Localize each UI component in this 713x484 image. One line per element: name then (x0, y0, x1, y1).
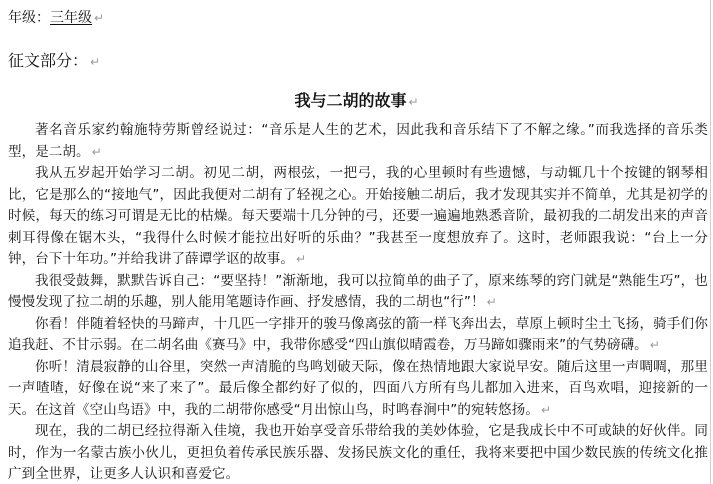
section-label: 征文部分： (8, 51, 89, 70)
grade-label: 年级： (8, 10, 50, 26)
paragraph-text: 我从五岁起开始学习二胡。初见二胡，两根弦，一把弓，我的心里顿时有些遗憾，与动辄几十个按键的钢琴相比，它是那么的“接地气”，因此我便对二胡有了轻视之心。开始接触二胡后，我才发现其实并不简单，尤其是初学的时候，每天的练习可谓是无比的枯燥。每天要端十几分钟的弓，还要一遍遍地熟悉音阶，最初我的二胡发出来的声音刺耳得像在锯木头，“我得什么时候才能拉出好听的乐曲？”我甚至一度想放弃了。这时，老师跟我说：“台上一分钟，台下十年功。”并给我讲了薛谭学讴的故事。 (8, 165, 708, 267)
essay-paragraph (8, 421, 708, 484)
grade-value: 三年级 (50, 10, 92, 26)
section-line (8, 51, 100, 72)
paragraph-mark-icon: ↵ (91, 144, 102, 159)
essay-body (8, 120, 708, 484)
essay-title (0, 91, 713, 112)
essay-paragraph (8, 357, 708, 422)
paragraph-text: 你看！伴随着轻快的马蹄声，十几匹一字排开的骏马像离弦的箭一样飞奔出去，草原上顿时尘土飞扬，骑手们你追我赶、不甘示弱。在二胡名曲《赛马》中，我带你感受“四山旗似晴霞卷，万马蹄如骤雨来”的气势磅礴。 (8, 315, 708, 353)
essay-paragraph (8, 271, 708, 314)
paragraph-text: 现在，我的二胡已经拉得渐入佳境，我也开始享受音乐带给我的美妙体验，它是我成长中不可或缺的好伙伴。同时，作为一名蒙古族小伙儿，更担负着传承民族乐器、发扬民族文化的重任，我将来要把中国少数民族的传统文化推广到全世界，让更多人认识和喜爱它。 (8, 423, 708, 482)
grade-line (8, 9, 104, 27)
paragraph-mark-icon: ↵ (90, 55, 101, 69)
paragraph-mark-icon: ↵ (94, 11, 105, 25)
essay-title-text: 我与二胡的故事 (294, 91, 407, 110)
paragraph-text: 我很受鼓舞，默默告诉自己：“要坚持！”渐渐地，我可以拉简单的曲子了，原来练琴的窍门就是“熟能生巧”，也慢慢发现了拉二胡的乐趣，别人能用笔题诗作画、抒发感情，我的二胡也“行”！ (8, 272, 708, 310)
paragraph-mark-icon: ↵ (541, 402, 552, 417)
paragraph-text: 你听！清晨寂静的山谷里，突然一声清脆的鸟鸣划破天际，像在热情地跟大家说早安。随后这里一声啁啁，那里一声喳喳，好像在说“来了来了”。最后像全都约好了似的，四面八方所有鸟儿都加入进来，百鸟欢唱，迎接新的一天。在这首《空山鸟语》中，我的二胡带你感受“月出惊山鸟，时鸣春涧中”的宛转悠扬。 (8, 358, 708, 418)
paragraph-text: 著名音乐家约翰施特劳斯曾经说过：“音乐是人生的艺术，因此我和音乐结下了不解之缘。”而我选择的音乐类型，是二胡。 (8, 122, 708, 160)
page-edge-divider (710, 0, 711, 484)
essay-paragraph (8, 314, 708, 357)
essay-paragraph (8, 120, 708, 163)
essay-paragraph (8, 163, 708, 271)
paragraph-mark-icon: ↵ (486, 295, 497, 309)
paragraph-mark-icon: ↵ (649, 338, 660, 352)
paragraph-mark-icon: ↵ (295, 252, 307, 266)
paragraph-mark-icon: ↵ (408, 95, 419, 109)
